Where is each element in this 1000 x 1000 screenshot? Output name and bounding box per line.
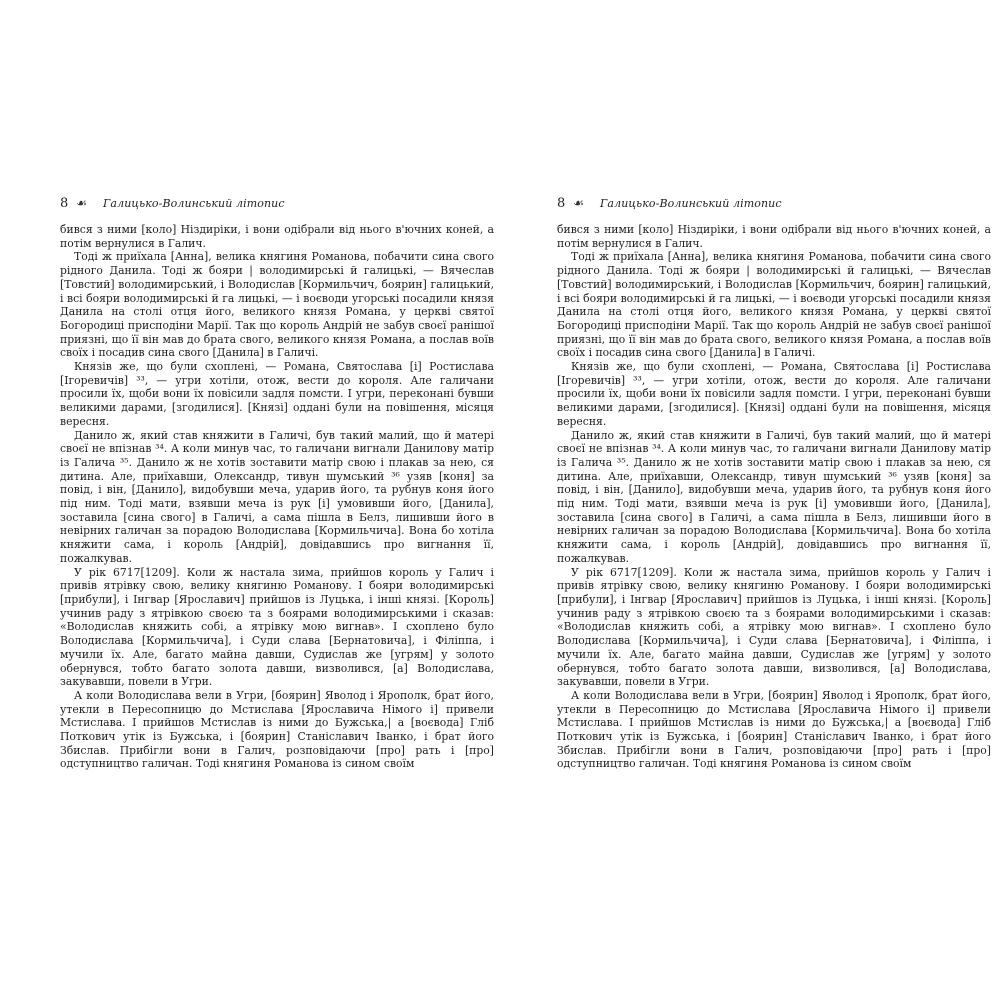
- page-body: [60, 223, 494, 771]
- paragraph: У рік 6717[1209]. Коли ж настала зима, прийшов король у Галич і привів ятрівку свою, велику княгиню Романову. І бояри володимирські [прибули], і Інгвар [Ярославич] прийшов із Луцька, і інші князі. [Король] учинив раду з ятрівкою своєю та з боярами володимирськими і сказав: «Володислав княжить собі, а ятрівку мою вигнав». І схоплено було Володислава [Кормильчича], і Суди слава [Бернатовича], і Філіппа, і мучили їх. Але, багато майна давши, Судислав же [угрям] у золото обернувся, тобто багато золота давши, визволився, [а] Володислава, закувавши, повели в Угри.: [60, 565, 494, 689]
- paragraph: бився з ними [коло] Ніздиріки, і вони одібрали від нього в'ючних коней, а потім вернулися в Галич.: [60, 223, 494, 250]
- paragraph: Данило ж, який став княжити в Галичі, був такий малий, що й матері своєї не впізнав ³⁴. А коли минув час, то галичани вигнали Данилову матір із Галича ³⁵. Данило ж не хотів зоставити матір свою і плакав за нею, ся дитина. Але, приїхавши, Олександр, тивун шумський ³⁶ узяв [коня] за повід, і він, [Данило], видобувши меча, ударив його, та рубнув коня його під ним. Тоді мати, взявши меча із рук [і] умовивши його, [Данила], зоставила [сина свого] в Галичі, а сама пішла в Белз, лишивши його в невірних галичан за порадою Володислава [Кормильчича]. Вона бо хотіла княжити сама, і король [Андрій], довідавшись про вигнання її, пожалкував.: [557, 428, 991, 565]
- left-page: [60, 191, 494, 771]
- fleuron-ornament: ☙: [573, 196, 585, 210]
- running-head: Галицько-Волинський літопис: [600, 196, 782, 210]
- page-number: 8: [60, 195, 69, 211]
- paragraph: Тоді ж приїхала [Анна], велика княгиня Романова, побачити сина свого рідного Данила. Тоді ж бояри | володимирські й галицькі, — Вячеслав [Товстий] володимирський, і Володислав [Кормильчич, боярин] галицький, і всі бояри володимирські й га лицькі, — і воєводи угорські посадили князя Данила на столі отця його, великого князя Романа, у церкві святої Богородиці присподіни Марії. Так що король Андрій не забув своєї ранішої приязні, що її він мав до брата свого, великого князя Романа, а послав воїв своїх і посадив сина свого [Данила] в Галичі.: [557, 250, 991, 360]
- paragraph: бився з ними [коло] Ніздиріки, і вони одібрали від нього в'ючних коней, а потім вернулися в Галич.: [557, 223, 991, 250]
- paragraph: Данило ж, який став княжити в Галичі, був такий малий, що й матері своєї не впізнав ³⁴. А коли минув час, то галичани вигнали Данилову матір із Галича ³⁵. Данило ж не хотів зоставити матір свою і плакав за нею, ся дитина. Але, приїхавши, Олександр, тивун шумський ³⁶ узяв [коня] за повід, і він, [Данило], видобувши меча, ударив його, та рубнув коня його під ним. Тоді мати, взявши меча із рук [і] умовивши його, [Данила], зоставила [сина свого] в Галичі, а сама пішла в Белз, лишивши його в невірних галичан за порадою Володислава [Кормильчича]. Вона бо хотіла княжити сама, і король [Андрій], довідавшись про вигнання її, пожалкував.: [60, 428, 494, 565]
- paragraph: А коли Володислава вели в Угри, [боярин] Яволод і Ярополк, брат його, утекли в Пересопницю до Мстислава [Ярославича Німого і] привели Мстислава. І прийшов Мстислав із ними до Бужська,| а [воєвода] Гліб Поткович утік із Бужська, і [боярин] Станіславич Іванко, і брат його Збислав. Прибігли вони в Галич, розповідаючи [про] рать і [про] одступництво галичан. Тоді княгиня Романова із сином своїм: [557, 688, 991, 771]
- paragraph: А коли Володислава вели в Угри, [боярин] Яволод і Ярополк, брат його, утекли в Пересопницю до Мстислава [Ярославича Німого і] привели Мстислава. І прийшов Мстислав із ними до Бужська,| а [воєвода] Гліб Поткович утік із Бужська, і [боярин] Станіславич Іванко, і брат його Збислав. Прибігли вони в Галич, розповідаючи [про] рать і [про] одступництво галичан. Тоді княгиня Романова із сином своїм: [60, 688, 494, 771]
- paragraph: Князів же, що були схоплені, — Романа, Святослава [і] Ростислава [Ігоревичів] ³³, — угри хотіли, отож, вести до короля. Але галичани просили їх, щоби вони їх повісили задля помсти. І угри, переконані бувши великими дарами, [згодилися]. [Князі] оддані були на повішення, місяця вересня.: [60, 360, 494, 428]
- paragraph: У рік 6717[1209]. Коли ж настала зима, прийшов король у Галич і привів ятрівку свою, велику княгиню Романову. І бояри володимирські [прибули], і Інгвар [Ярославич] прийшов із Луцька, і інші князі. [Король] учинив раду з ятрівкою своєю та з боярами володимирськими і сказав: «Володислав княжить собі, а ятрівку мою вигнав». І схоплено було Володислава [Кормильчича], і Суди слава [Бернатовича], і Філіппа, і мучили їх. Але, багато майна давши, Судислав же [угрям] у золото обернувся, тобто багато золота давши, визволився, [а] Володислава, закувавши, повели в Угри.: [557, 565, 991, 689]
- running-head: Галицько-Волинський літопис: [103, 196, 285, 210]
- page-body: [557, 223, 991, 771]
- page-number: 8: [557, 195, 566, 211]
- fleuron-ornament: ☙: [76, 196, 88, 210]
- page-header: [60, 191, 494, 215]
- paragraph: Князів же, що були схоплені, — Романа, Святослава [і] Ростислава [Ігоревичів] ³³, — угри хотіли, отож, вести до короля. Але галичани просили їх, щоби вони їх повісили задля помсти. І угри, переконані бувши великими дарами, [згодилися]. [Князі] оддані були на повішення, місяця вересня.: [557, 360, 991, 428]
- right-page: [557, 191, 991, 771]
- page-header: [557, 191, 991, 215]
- paragraph: Тоді ж приїхала [Анна], велика княгиня Романова, побачити сина свого рідного Данила. Тоді ж бояри | володимирські й галицькі, — Вячеслав [Товстий] володимирський, і Володислав [Кормильчич, боярин] галицький, і всі бояри володимирські й га лицькі, — і воєводи угорські посадили князя Данила на столі отця його, великого князя Романа, у церкві святої Богородиці присподіни Марії. Так що король Андрій не забув своєї ранішої приязні, що її він мав до брата свого, великого князя Романа, а послав воїв своїх і посадив сина свого [Данила] в Галичі.: [60, 250, 494, 360]
